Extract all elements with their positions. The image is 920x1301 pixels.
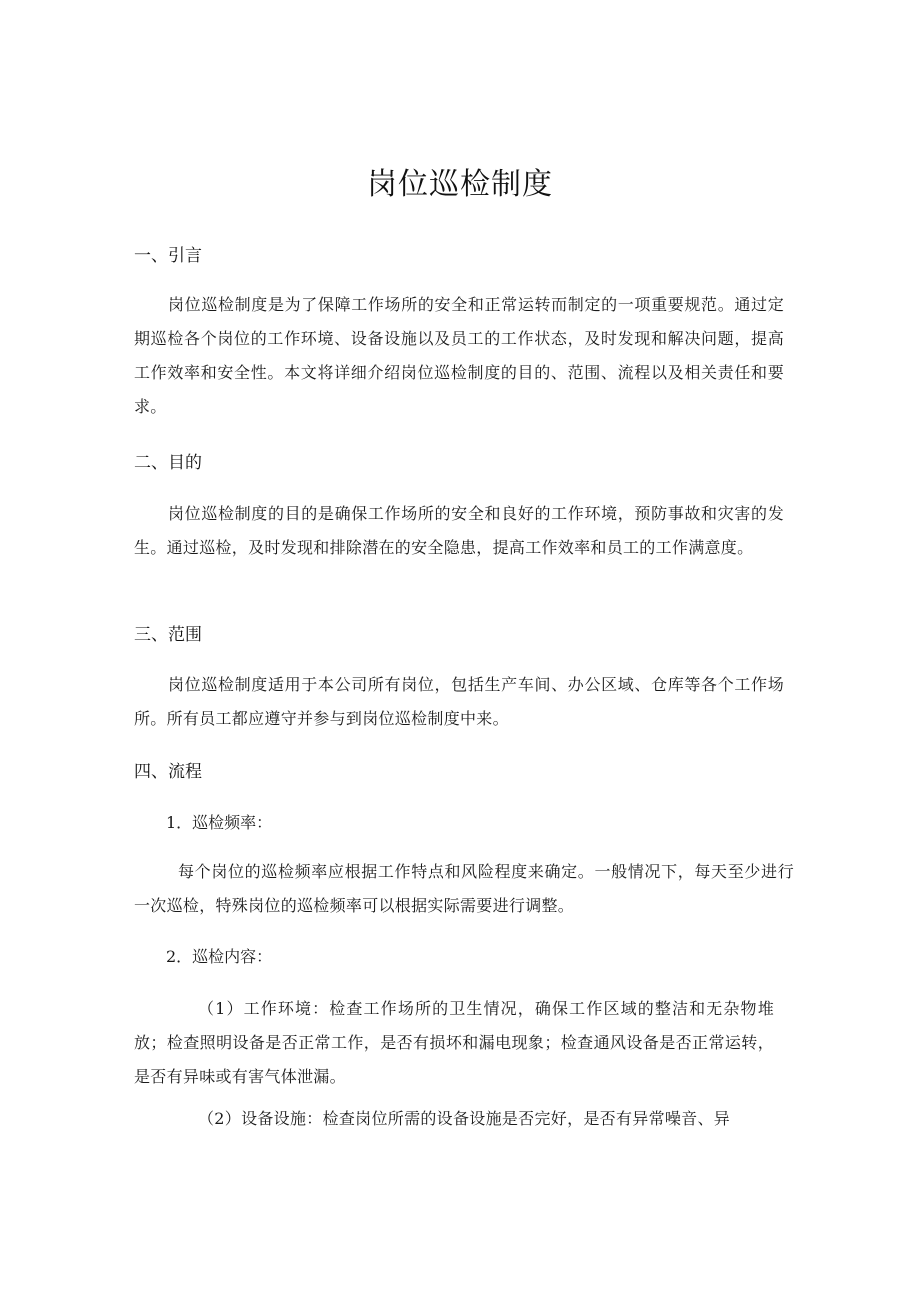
section-text-scope: 岗位巡检制度适用于本公司所有岗位，包括生产车间、办公区域、仓库等各个工作场所。所有员工都应遵守并参与到岗位巡检制度中来。: [134, 675, 784, 728]
process-item-1-text: 每个岗位的巡检频率应根据工作特点和风险程度来确定。一般情况下，每天至少进行一次巡检，特殊岗位的巡检频率可以根据实际需要进行调整。: [134, 862, 794, 915]
section-heading-process: 四、流程: [134, 762, 202, 782]
section-text-intro: 岗位巡检制度是为了保障工作场所的安全和正常运转而制定的一项重要规范。通过定期巡检各个岗位的工作环境、设备设施以及员工的工作状态，及时发现和解决问题，提高工作效率和安全性。本文将详细介绍岗位巡检制度的目的、范围、流程以及相关责任和要求。: [134, 295, 784, 416]
document-title: 岗位巡检制度: [367, 167, 553, 202]
section-heading-intro: 一、引言: [134, 246, 202, 266]
process-subitem-1-text: （1）工作环境：检查工作场所的卫生情况，确保工作区域的整洁和无杂物堆放；检查照明设备是否正常工作，是否有损坏和漏电现象；检查通风设备是否正常运转，是否有异味或有害气体泄漏。: [134, 999, 774, 1086]
section-heading-purpose: 二、目的: [134, 453, 202, 473]
process-item-1-label: 1．巡检频率：: [166, 813, 273, 832]
process-item-2-label: 2．巡检内容：: [166, 947, 273, 966]
section-text-purpose: 岗位巡检制度的目的是确保工作场所的安全和良好的工作环境，预防事故和灾害的发生。通过巡检，及时发现和排除潜在的安全隐患，提高工作效率和员工的工作满意度。: [134, 504, 784, 557]
section-heading-scope: 三、范围: [134, 625, 202, 645]
process-subitem-2-text: （2）设备设施：检查岗位所需的设备设施是否完好，是否有异常噪音、异: [198, 1109, 731, 1128]
